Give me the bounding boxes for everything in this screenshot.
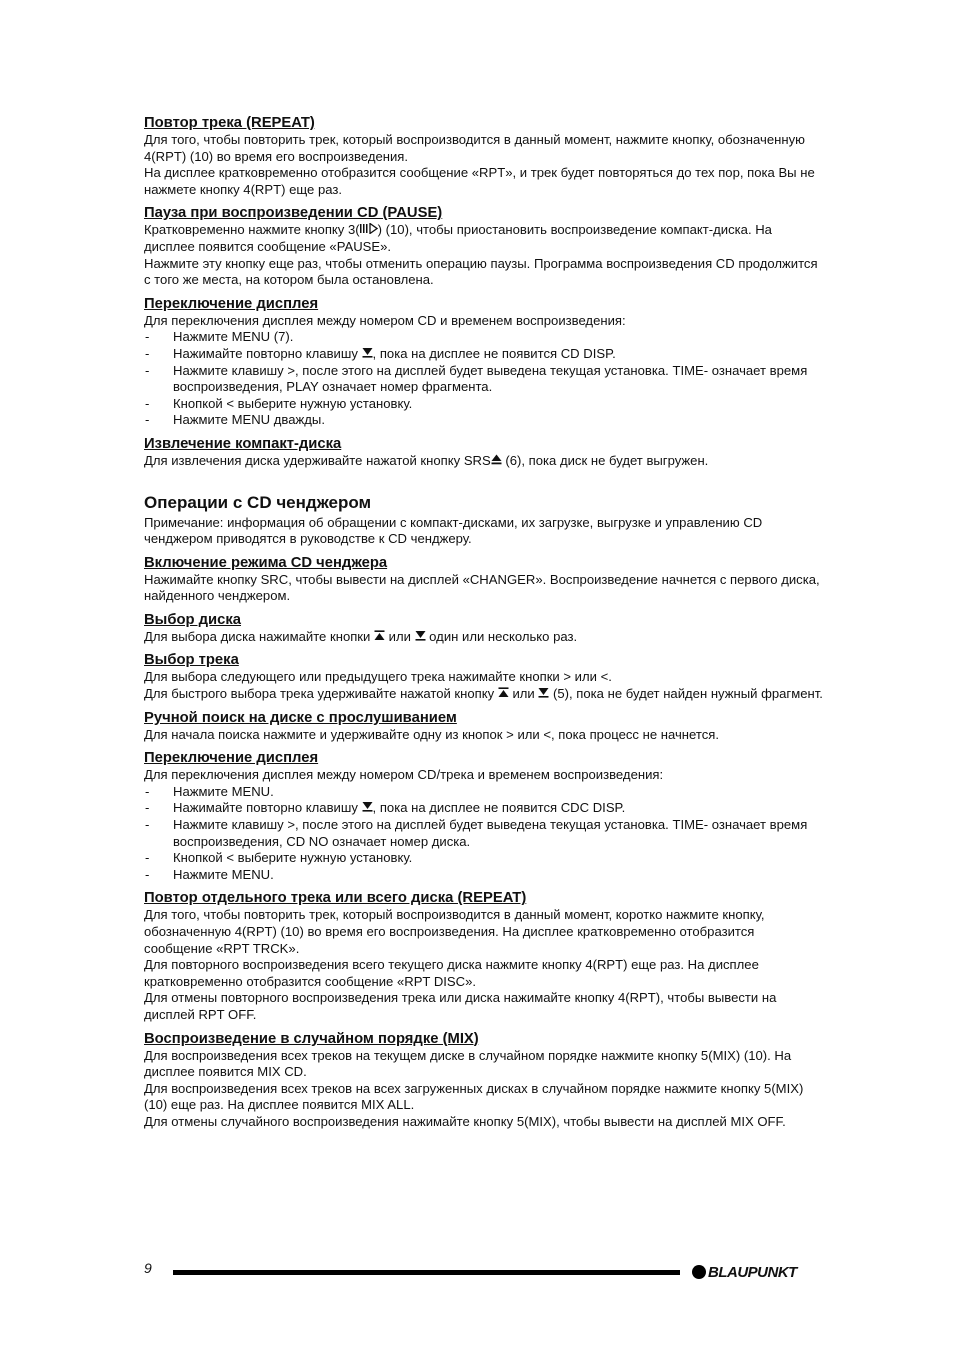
brand-logo: BLAUPUNKT bbox=[692, 1264, 797, 1281]
heading-manual-search: Ручной поиск на диске с прослушиванием bbox=[144, 709, 457, 726]
list-item: - Нажмите MENU дважды. bbox=[144, 412, 824, 429]
changer-mode-para: Нажимайте кнопку SRC, чтобы вывести на дисплей «CHANGER». Воспроизведение начнется с первого диска, найденного ченджером. bbox=[144, 571, 820, 604]
track-select-para-1: Для выбора следующего или предыдущего трека нажимайте кнопки > или <. bbox=[144, 669, 612, 685]
repeat-para-2: На дисплее кратковременно отобразится сообщение «RPT», и трек будет повторяться до тех пор, пока Вы не нажмете кнопку 4(RPT) еще раз. bbox=[144, 165, 815, 197]
list-item: - Нажмите клавишу >, после этого на дисплей будет выведена текущая установка. TIME- означает время воспроизведения, PLAY означает номер фрагмента. bbox=[144, 363, 824, 396]
mix-para-3: Для отмены случайного воспроизведения нажимайте кнопку 5(MIX), чтобы вывести на дисплей MIX OFF. bbox=[144, 1113, 786, 1129]
list-item: - Кнопкой < выберите нужную установку. bbox=[144, 850, 824, 867]
changer-display-intro: Для переключения дисплея между номером CD/трека и временем воспроизведения: bbox=[144, 767, 664, 783]
arrow-up-icon bbox=[374, 629, 385, 646]
heading-changer-repeat: Повтор отдельного трека или всего диска (REPEAT) bbox=[144, 890, 527, 907]
list-item: - Нажмите MENU. bbox=[144, 867, 824, 884]
track-select-para-2: Для быстрого выбора трека удерживайте нажатой кнопку или (5), пока не будет найден нужный фрагмент. bbox=[144, 686, 823, 702]
pause-para-2: Нажмите эту кнопку еще раз, чтобы отменить операцию паузы. Программа воспроизведения CD продолжится с того же места, на котором была остановлена. bbox=[144, 255, 818, 288]
display-steps bbox=[144, 329, 824, 429]
changer-repeat-para-2: Для повторного воспроизведения всего текущего диска нажмите кнопку 4(RPT) еще раз. На дисплее кратковременно отобразится сообщение «RPT DISC». bbox=[144, 957, 759, 989]
arrow-down-icon bbox=[415, 629, 426, 646]
heading-display-switch: Переключение дисплея bbox=[144, 295, 319, 312]
arrow-down-icon bbox=[362, 346, 373, 363]
changer-repeat-para-3: Для отмены повторного воспроизведения трека или диска нажимайте кнопку 4(RPT), чтобы вывести на дисплей RPT OFF. bbox=[144, 990, 777, 1022]
pause-para-1: Кратковременно нажмите кнопку 3( ) (10), чтобы приостановить воспроизведение компакт-диска. На дисплее появится сообщение «PAUSE». bbox=[144, 222, 772, 254]
heading-mix: Воспроизведение в случайном порядке (MIX) bbox=[144, 1030, 479, 1047]
heading-changer-display: Переключение дисплея bbox=[144, 750, 319, 767]
eject-para: Для извлечения диска удерживайте нажатой кнопку SRS (6), пока диск не будет выгружен. bbox=[144, 452, 709, 468]
list-item: - Кнопкой < выберите нужную установку. bbox=[144, 396, 824, 413]
mix-para-1: Для воспроизведения всех треков на текущем диске в случайном порядке нажмите кнопку 5(MIX) (10). На дисплее появится MIX CD. bbox=[144, 1047, 792, 1080]
page-body bbox=[144, 114, 824, 1131]
arrow-down-icon bbox=[362, 800, 373, 817]
heading-cd-changer: Операции с CD ченджером bbox=[144, 492, 372, 512]
disc-select-para: Для выбора диска нажимайте кнопки или один или несколько раз. bbox=[144, 628, 578, 644]
list-item: - Нажимайте повторно клавишу , пока на дисплее не появится CDC DISP. bbox=[144, 800, 824, 817]
list-item: - Нажмите клавишу >, после этого на дисплей будет выведена текущая установка. TIME- означает время воспроизведения, CD NO означает номер диска. bbox=[144, 817, 824, 850]
display-intro: Для переключения дисплея между номером CD и временем воспроизведения: bbox=[144, 312, 626, 328]
heading-changer-mode: Включение режима CD ченджера bbox=[144, 554, 388, 571]
play-pause-icon bbox=[360, 222, 378, 239]
logo-dot-icon bbox=[692, 1265, 706, 1279]
changer-display-steps bbox=[144, 784, 824, 884]
heading-pause: Пауза при воспроизведении CD (PAUSE) bbox=[144, 205, 443, 222]
manual-search-para: Для начала поиска нажмите и удерживайте одну из кнопок > или <, пока процесс не начнется. bbox=[144, 726, 719, 742]
page-footer bbox=[0, 1255, 954, 1295]
changer-note: Примечание: информация об обращении с компакт-дисками, их загрузке, выгрузке и управлению CD ченджером приводятся в руководстве к CD ченджеру. bbox=[144, 514, 763, 547]
heading-repeat: Повтор трека (REPEAT) bbox=[144, 115, 315, 131]
eject-icon bbox=[491, 453, 502, 470]
changer-repeat-para-1: Для того, чтобы повторить трек, который воспроизводится в данный момент, коротко нажмите кнопку, обозначенную 4(RPT) (10) во время его воспроизведения. На дисплее кратковременно отобразится сообщение «RPT TRCK». bbox=[144, 907, 765, 956]
footer-rule bbox=[173, 1270, 680, 1275]
arrow-down-icon bbox=[538, 686, 549, 703]
page-number: 9 bbox=[144, 1260, 152, 1276]
arrow-up-icon bbox=[498, 686, 509, 703]
repeat-para-1: Для того, чтобы повторить трек, который воспроизводится в данный момент, нажмите кнопку, обозначенную 4(RPT) (10) во время его воспроизведения. bbox=[144, 132, 805, 164]
mix-para-2: Для воспроизведения всех треков на всех загруженных дисках в случайном порядке нажмите кнопку 5(MIX) (10) еще раз. На дисплее появится MIX ALL. bbox=[144, 1080, 804, 1113]
list-item: - Нажимайте повторно клавишу , пока на дисплее не появится CD DISP. bbox=[144, 346, 824, 363]
heading-eject: Извлечение компакт-диска bbox=[144, 435, 342, 452]
list-item: - Нажмите MENU. bbox=[144, 784, 824, 801]
heading-track-select: Выбор трека bbox=[144, 652, 239, 669]
list-item: - Нажмите MENU (7). bbox=[144, 329, 824, 346]
heading-disc-select: Выбор диска bbox=[144, 611, 242, 628]
